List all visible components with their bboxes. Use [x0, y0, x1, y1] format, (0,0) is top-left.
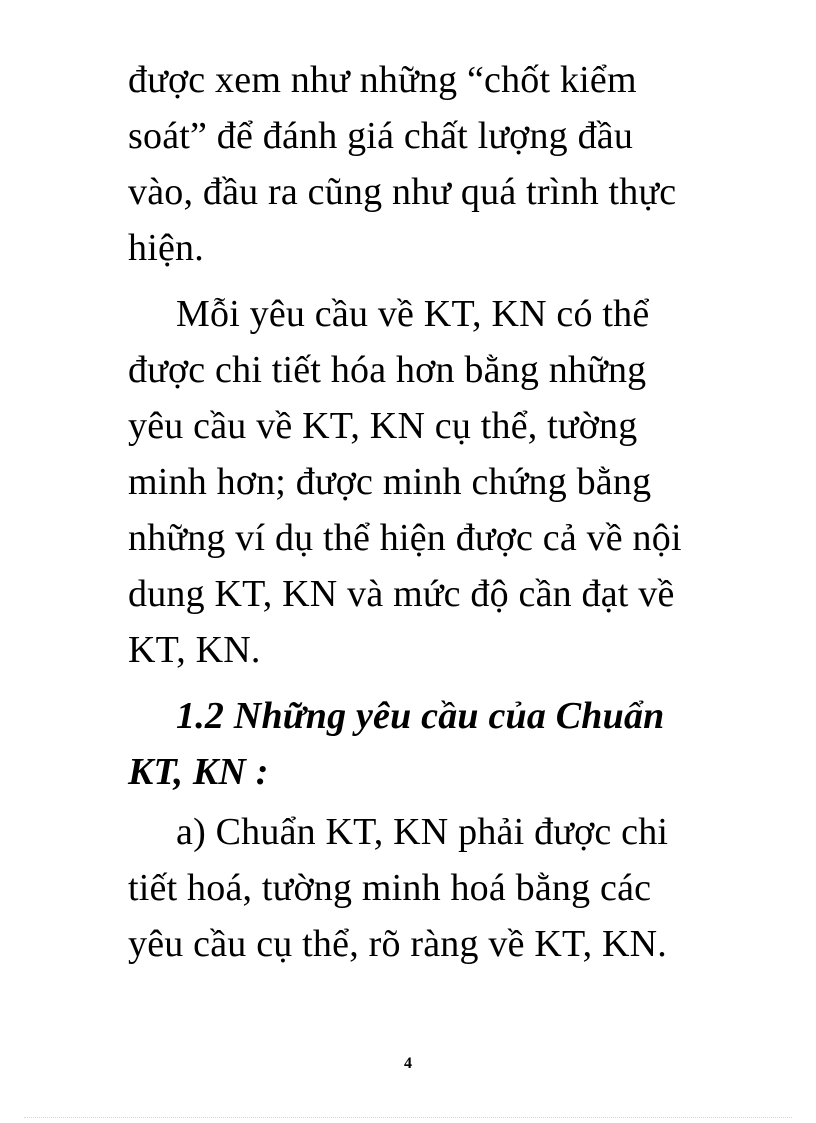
- item-a-line-2: tiết hoá, tường minh hoá bằng các: [128, 867, 652, 909]
- page-number: 4: [404, 1055, 412, 1072]
- paragraph-2-line-6: dung KT, KN và mức độ cần đạt về: [128, 573, 675, 615]
- paragraph-1-line-1: được xem như những “chốt kiểm: [128, 59, 637, 101]
- paragraph-2-line-5: những ví dụ thể hiện được cả về nội: [128, 517, 682, 559]
- paragraph-2-line-3: yêu cầu về KT, KN cụ thể, tường: [128, 405, 638, 447]
- paragraph-1-line-2: soát” để đánh giá chất lượng đầu: [128, 115, 634, 157]
- paragraph-2-line-1: Mỗi yêu cầu về KT, KN có thể: [176, 293, 650, 335]
- page-bottom-divider: [24, 1117, 792, 1118]
- section-heading-line-1: 1.2 Những yêu cầu của Chuẩn: [176, 695, 665, 737]
- item-a-line-1: a) Chuẩn KT, KN phải được chi: [176, 811, 669, 853]
- paragraph-2-line-4: minh hơn; được minh chứng bằng: [128, 461, 652, 503]
- paragraph-2-line-7: KT, KN.: [128, 629, 261, 671]
- item-a-line-3: yêu cầu cụ thể, rõ ràng về KT, KN.: [128, 923, 667, 965]
- paragraph-1-line-4: hiện.: [128, 227, 204, 269]
- paragraph-1-line-3: vào, đầu ra cũng như quá trình thực: [128, 171, 677, 213]
- section-heading-line-2: KT, KN :: [128, 751, 269, 793]
- paragraph-2-line-2: được chi tiết hóa hơn bằng những: [128, 349, 647, 391]
